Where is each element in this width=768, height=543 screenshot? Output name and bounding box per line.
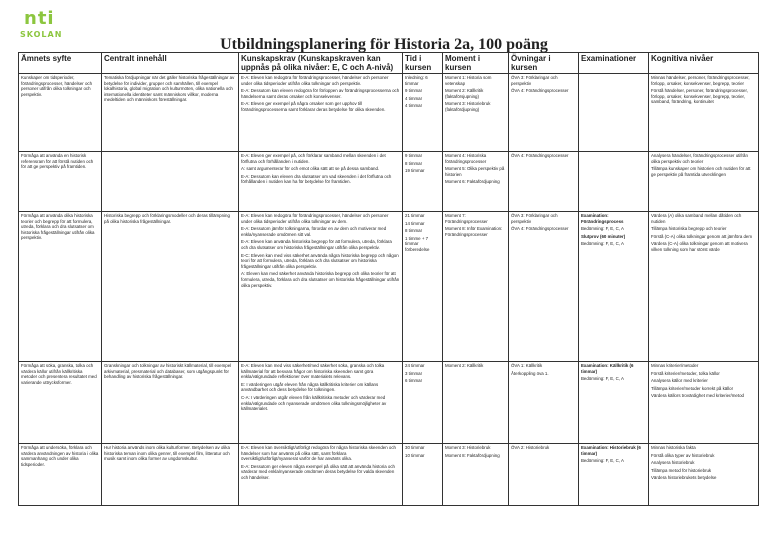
planning-table — [18, 52, 759, 506]
krav-text: E-C: Eleven kan med viss säkerhet använda några historiska begrepp och någon teori för att formulera, utreda, förklara och dra slutsatser om historiska frågeställningar utifrån olika perspektiv. — [241, 252, 399, 269]
tid-text: 14 timmar — [405, 220, 425, 226]
header-kognitiva: Kognitiva nivåer — [649, 53, 759, 74]
kognitiv-text: Tillämpa metod för historiebruk — [651, 467, 712, 473]
cell-ovningar — [509, 444, 579, 506]
cell-syfte — [19, 74, 102, 152]
cell-ovningar — [509, 212, 579, 362]
moment-text: Moment 6: Faktafördjupning — [445, 179, 500, 185]
cell-tid — [403, 444, 443, 506]
header-innehall: Centralt innehåll — [102, 53, 239, 74]
krav-text: E-A: Dessutom kan eleven redogöra för förloppen av förändringsprocesserna och händelserna samt deras orsaker och konsekvenser. — [241, 88, 400, 99]
moment-text: Moment 7: Förändringsprocesser — [445, 213, 488, 224]
cell-exam — [579, 152, 649, 212]
cell-syfte — [19, 444, 102, 506]
table-row — [19, 74, 759, 152]
cell-krav — [239, 362, 403, 444]
tid-text: 10 timmar — [405, 452, 425, 458]
kognitiv-text: Värdera källors trovärdighet med kriterier/metod — [651, 393, 744, 399]
cell-syfte — [19, 212, 102, 362]
ovningar-text: ÖVA 4: Förändringsprocesser — [511, 88, 569, 94]
kognitiv-text: Tillämpa kriterier/metoder korrekt på källor — [651, 385, 734, 391]
header-examinationer: Examinationer — [579, 53, 649, 74]
kognitiv-text: Värdera (C-A) olika tolkningar genom att motivera vilken tolkning som har störst värde — [651, 241, 748, 252]
exam-text: Examination: Källkritik (6 timmar) — [581, 363, 634, 374]
krav-text: E: I värderingen utgår eleven från några källkritiska kriterier om källans användbarhet och dess betydelse för tolkningen. — [241, 381, 379, 393]
cell-kognitiv — [649, 74, 759, 152]
moment-text: Moment 2: Källkritik (faktaförsjupning) — [445, 88, 484, 99]
exam-text: Bedömning: F, E, C, A — [581, 458, 624, 464]
cell-tid — [403, 212, 443, 362]
cell-krav — [239, 152, 403, 212]
tid-text: 19 timmar — [405, 168, 425, 174]
header-moment: Moment i kursen — [443, 53, 509, 74]
kognitiv-text: Minnas historiska fakta — [651, 445, 696, 450]
cell-innehall — [102, 74, 239, 152]
header-tid: Tid i kursen — [403, 53, 443, 74]
innehall-text: Granskningar och tolkningar av historiskt källmaterial, till exempel arkivmaterial, presmaterial och databaser, som utgångspunkt för behandling av historiska frågeställningar. — [104, 363, 232, 380]
cell-ovningar — [509, 74, 579, 152]
header-ovningar: Övningar i kursen — [509, 53, 579, 74]
kognitiv-text: Tillämpa kunskaper om historien och nutiden för att ge perspektiv på framtida utvecklingen — [651, 166, 751, 177]
cell-innehall — [102, 362, 239, 444]
kognitiv-text: Förstå händelser, personer, förändringsprocesser, förlopp, orsaker, konsekvenser, begrepp, teorier, samband, förändring, kontinuitet — [651, 88, 748, 105]
kognitiv-text: Analysera historiebruk — [651, 460, 695, 466]
cell-moment — [443, 362, 509, 444]
logo-mark: nti — [24, 8, 55, 29]
moment-text: Moment 3: Historiebruk — [445, 445, 491, 450]
tid-text: 8 timmar — [405, 160, 423, 166]
kognitiv-text: Tillämpa historiska begrepp och teorier — [651, 226, 727, 232]
cell-kognitiv — [649, 212, 759, 362]
cell-tid — [403, 362, 443, 444]
cell-exam — [579, 444, 649, 506]
cell-innehall — [102, 212, 239, 362]
cell-ovningar — [509, 152, 579, 212]
krav-text: E-A: Eleven ger exempel på några orsaker som ger upphov till förändringsprocesserna samt förklarar deras betydelse för olika skeenden. — [241, 101, 386, 112]
kognitiv-text: Förstå (C-A) olika tolkningar genom att jämföra dem — [651, 233, 753, 239]
cell-moment — [443, 152, 509, 212]
cell-tid — [403, 152, 443, 212]
innehall-text: Hur historia används inom olika kulturformer. Betydelsen av olika historiska teman inom olika genrer, till exempel film, litteratur och musik samt inom olika former av ungdomskultur. — [104, 445, 230, 462]
krav-text: E-A: Eleven ger exempel på, och förklarar samband mellan skeenden i det förflutna och förhållanden i nutiden. — [241, 153, 386, 164]
krav-text: C-A: I värderingen utgår eleven från källkritiska metoder och värderar med enkla/välgrundade och nyanserade omdömen olika tolkningsmöjligheter av källmaterialet. — [241, 394, 387, 412]
tid-text: 30 timmar — [405, 445, 425, 450]
cell-exam — [579, 362, 649, 444]
krav-text: E-A: Dessutom ger eleven några exempel på olika sätt att använda historia och värderar med enkla/nyanserade omdömen deras betydelse för valda skeenden och händelser. — [241, 463, 396, 480]
tid-text: 6 timmar — [405, 378, 423, 384]
innehall-text: Tematiska fördjupningar när det gäller historiska frågeställningar av betydelse för individer, grupper och samhällen, till exempel lokalhistoria, global migration och kulturmöten, olika nationella och internationella identiteter samt människors villkor, moderna medeltiden och människors föreställningar. — [104, 75, 235, 103]
cell-syfte — [19, 362, 102, 444]
syfte-text: Förmåga att söka, granska, tolka och värdera källor utifrån källkritiska metoder och presentera resultatet med varierande uttrycksformer. — [21, 363, 97, 385]
syfte-text: Förmåga att använda en historisk referensram för att förstå nutiden och för att ge perspektiv på framtiden. — [21, 153, 94, 170]
kognitiv-text: Förstå kriterier/metoder, tolka källor — [651, 370, 720, 376]
cell-krav — [239, 212, 403, 362]
table-row — [19, 444, 759, 506]
table-row — [19, 362, 759, 444]
ovningar-text: ÖVA 3: Förklaringar och perspektiv — [511, 213, 558, 224]
krav-text: E-A: Eleven kan översiktligt/utförligt redogöra för några historiska skeenden och händelser som har använts på olika sätt, samt förklara översiktligt/utförligt/nyanserat varför de har använts olika. — [241, 445, 396, 462]
cell-kognitiv — [649, 444, 759, 506]
cell-moment — [443, 74, 509, 152]
exam-text: Slutprov (60 minuter) — [581, 233, 626, 239]
moment-text: Moment 8: Inför Examination: Förändringsprocesser — [445, 226, 503, 237]
moment-text: Moment 2: Källkritik — [445, 363, 484, 368]
table-row — [19, 152, 759, 212]
tid-text: 8 timmar — [405, 228, 423, 234]
cell-moment — [443, 212, 509, 362]
krav-text: A: samt argumenterar för och emot olika sätt att se på dessa samband. — [241, 166, 380, 172]
cell-kognitiv — [649, 152, 759, 212]
kognitiv-text: Analysera källor med kriterier — [651, 378, 708, 384]
header-syfte: Ämnets syfte — [19, 53, 102, 74]
kognitiv-text: Minnas händelser, personer, förändringsprocesser, förlopp, orsaker, konsekvenser, begrepp, teorier — [651, 75, 750, 86]
moment-text: Moment 4: Historiska förändringsprocesser — [445, 153, 487, 164]
tid-text: 4 timmar — [405, 95, 423, 101]
tid-text: Inledning: 6 timmar — [405, 75, 428, 86]
cell-innehall — [102, 152, 239, 212]
moment-text: Moment 3: Historiebruk (faktafördjupning) — [445, 101, 491, 112]
krav-text: E-A: Eleven kan redogöra för förändringsprocesser, händelser och personer under olika tidsperioder utifrån olika tolkningar av dem. — [241, 213, 389, 224]
header-kunskapskrav: Kunskapskrav (Kunskapskraven kan uppnås på olika nivåer: E, C och A-nivå) — [239, 53, 403, 74]
ovningar-text: Återkoppling öva 1. — [511, 370, 549, 376]
table-row — [19, 212, 759, 362]
exam-text: Examination: Historiebruk (6 timmar) — [581, 445, 641, 456]
ovningar-text: ÖVA 3: Förklaringar och perspektiv — [511, 75, 558, 86]
cell-innehall — [102, 444, 239, 506]
cell-exam — [579, 74, 649, 152]
tid-text: 3 timmar — [405, 370, 423, 376]
header-row — [19, 53, 759, 74]
tid-text: 4 timmar — [405, 103, 423, 109]
syfte-text: Förmåga att undersöka, förklara och värdera användningen av historia i olika sammanhang och under olika tidsperioder. — [21, 445, 99, 467]
krav-text: E-A: Eleven kan använda historiska begrepp för att formulera, utreda, förklara och dra slutsatser om historiska frågeställningar utifrån olika perspektiv. — [241, 239, 392, 250]
kognitiv-text: Värdera historiebrukets betydelse — [651, 475, 717, 481]
moment-text: Moment 5: Olika perspektiv på historien — [445, 166, 505, 177]
syfte-text: Kunskaper om tidsperioder, förändringsprocesser, händelser och personer utifrån olika tolkningar och perspektiv. — [21, 75, 93, 97]
cell-ovningar — [509, 362, 579, 444]
ovningar-text: ÖVA 4: Förändringsprocesser — [511, 153, 569, 158]
exam-text: Bedömning: F, E, C, A — [581, 241, 624, 247]
cell-krav — [239, 74, 403, 152]
kognitiv-text: Förstå olika typer av historiebruk — [651, 452, 715, 458]
exam-text: Examination: Förändringsprocess — [581, 213, 624, 224]
cell-syfte — [19, 152, 102, 212]
cell-kognitiv — [649, 362, 759, 444]
krav-text: A: Eleven kan med säkerhet använda historiska begrepp och olika teorier för att formulera, utreda, förklara och dra slutsatser om historiska frågeställningar utifrån olika perspektiv. — [241, 271, 400, 288]
exam-text: Bedömning: F, E, C, A — [581, 226, 624, 232]
exam-text: Bedömning: F, E, C, A — [581, 376, 624, 382]
tid-text: 24 timmar — [405, 363, 425, 368]
kognitiv-text: Värdera (A) olika samband mellan dåtiden och nutiden — [651, 213, 742, 224]
krav-text: E-A: Dessutom jämför tolkningarna, förordar en av dem och motiverar med enkla/nyanserade omdömen sitt val. — [241, 226, 387, 237]
moment-text: Moment 1: Historia som vetenskap — [445, 75, 492, 86]
tid-text: 9 timmar — [405, 153, 423, 158]
krav-text: E-A: Dessutom kan eleven dra slutsatser om vad skeenden i det förflutna och förhållanden i nutiden kan ha för betydelse för framtiden. — [241, 173, 392, 185]
moment-text: Moment 8: Faktafördjupning — [445, 452, 500, 458]
ovningar-text: ÖVA 2: Historiebruk — [511, 445, 550, 450]
krav-text: E-A: Eleven kan redogöra för förändringsprocesser, händelser och personer under olika tidsperioder utifrån olika tolkningar och perspektiv. — [241, 75, 389, 86]
cell-exam — [579, 212, 649, 362]
syfte-text: Förmåga att använda olika historiska teorier och begrepp för att formulera, utreda, förklara och dra slutsatser om historiska frågeställningar utifrån olika perspektiv. — [21, 213, 95, 241]
tid-text: 9 timmar — [405, 88, 423, 94]
cell-tid — [403, 74, 443, 152]
logo-subtitle: SKOLAN — [20, 30, 63, 39]
krav-text: E-A: Eleven kan med viss säkerhet/med säkerhet söka, granska och tolka källmaterial för att besvara frågor om historiska skeenden samt göra enkla/välgrundade reflektioner över materialets relevans. — [241, 363, 385, 380]
kognitiv-text: Analysera händelser, förändringsprocesser utifrån olika perspektiv och teorier — [651, 153, 748, 164]
ovningar-text: ÖVA 4: Förändringsprocesser — [511, 226, 569, 232]
cell-moment — [443, 444, 509, 506]
innehall-text: Historiska begrepp och förklaringsmodeller och deras tillämpning på olika historiska frågeställningar. — [104, 213, 230, 224]
tid-text: 1 timme + 7 timmar förberedelse — [405, 235, 430, 252]
kognitiv-text: Minnas kriterier/metoder — [651, 363, 699, 368]
ovningar-text: ÖVA 1: Källkritik — [511, 363, 543, 368]
page-title: Utbildningsplanering för Historia 2a, 100 poäng — [220, 36, 548, 53]
tid-text: 21 timmar — [405, 213, 425, 218]
cell-krav — [239, 444, 403, 506]
